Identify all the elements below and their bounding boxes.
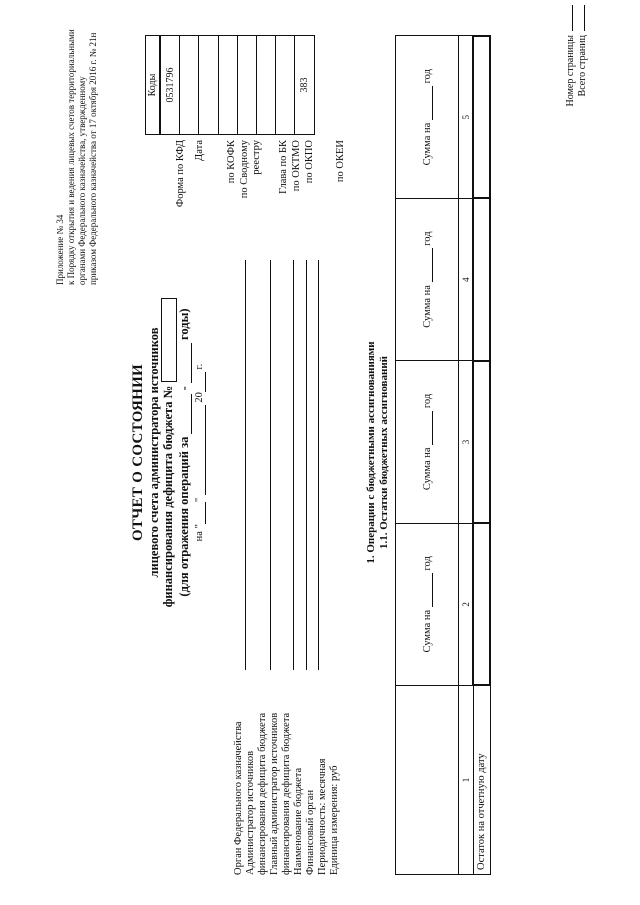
table-row <box>473 36 490 875</box>
balance-cell[interactable] <box>473 523 490 685</box>
period-suffix: годы) <box>177 308 192 340</box>
code-okpo-value[interactable] <box>276 36 295 135</box>
period-line: (для отражения операций за - годы) <box>177 308 192 597</box>
appendix-line: органами Федерального казначейства, утвержденному <box>77 76 87 285</box>
req-line: Главный администратор источников <box>269 712 280 875</box>
req-line: финансирования дефицита бюджета <box>257 712 268 875</box>
sum-suffix: год <box>421 69 433 84</box>
column-number: 5 <box>459 36 474 198</box>
report-title-block <box>130 0 206 905</box>
req-line: Орган Федерального казначейства <box>233 721 244 875</box>
column-number: 1 <box>459 686 474 875</box>
report-title: ОТЧЕТ О СОСТОЯНИИ <box>130 363 146 542</box>
report-subtitle: лицевого счета администратора источников <box>147 327 161 578</box>
budget-number-label: финансирования дефицита бюджета № <box>161 385 175 608</box>
label-okei: по ОКЕИ <box>335 140 346 183</box>
column-number: 2 <box>459 523 474 685</box>
date-year-suffix: г. <box>194 363 206 370</box>
sum-suffix: год <box>421 393 433 409</box>
req-fill-line[interactable] <box>293 260 294 670</box>
code-oktmo-value[interactable] <box>256 36 275 135</box>
page-number-label: Номер страницы <box>565 35 576 107</box>
page-number-field[interactable] <box>572 5 573 31</box>
table-number-row <box>459 36 474 875</box>
label-glava-bk: Глава по БК <box>278 140 289 194</box>
req-fill-line[interactable] <box>318 260 319 670</box>
balance-cell[interactable] <box>473 361 490 523</box>
req-line: Администратор источников <box>245 750 256 875</box>
table-header-cell <box>396 686 459 875</box>
sum-prefix: Сумма на <box>421 447 433 491</box>
req-line: Единица измерения: руб <box>329 765 340 875</box>
period-from-field[interactable] <box>191 394 192 434</box>
code-okei-value[interactable]: 383 <box>295 36 314 135</box>
page-number-line <box>565 5 577 145</box>
year-field[interactable] <box>432 411 433 445</box>
table-header-cell <box>396 523 459 685</box>
table-header-cell <box>396 361 459 523</box>
appendix-line: Приложение № 34 <box>55 214 65 285</box>
date-year-field[interactable] <box>205 372 206 392</box>
section-subtitle: 1.1. Остатки бюджетных ассигнований <box>378 355 390 550</box>
label-svod-1: по Сводному <box>239 140 250 199</box>
req-fill-line[interactable] <box>306 260 307 670</box>
table-header-cell <box>396 198 459 360</box>
requisites-list <box>233 685 341 875</box>
label-okpo: по ОКПО <box>304 140 315 184</box>
req-line: Финансовый орган <box>305 789 316 875</box>
label-kofk: по КОФК <box>226 140 237 184</box>
column-number: 4 <box>459 198 474 360</box>
total-pages-line <box>577 5 589 145</box>
budget-number-line <box>161 0 177 905</box>
code-okud-value[interactable]: 0531796 <box>160 36 180 135</box>
budget-number-box[interactable] <box>161 298 177 382</box>
year-field[interactable] <box>432 248 433 282</box>
code-glava-value[interactable] <box>237 36 256 135</box>
sum-suffix: год <box>421 556 433 571</box>
sum-prefix: Сумма на <box>421 122 433 166</box>
sum-suffix: год <box>421 231 433 246</box>
sum-prefix: Сумма на <box>421 285 433 328</box>
label-date: Дата <box>194 140 205 161</box>
code-svod-value[interactable] <box>218 36 237 135</box>
req-line: Периодичность: месячная <box>317 758 328 875</box>
report-date-line <box>194 0 206 905</box>
codes-header: Коды <box>146 36 161 135</box>
balances-table <box>395 35 491 875</box>
date-prefix: на " <box>194 524 206 542</box>
table-header-cell <box>396 36 459 198</box>
label-svod-2: реестру <box>251 140 262 175</box>
page-counter <box>565 5 589 145</box>
sum-prefix: Сумма на <box>421 609 433 653</box>
period-to-field[interactable] <box>191 343 192 383</box>
section-title: 1. Операции с бюджетными ассигнованиями <box>365 341 377 564</box>
label-oktmo: по ОКТМО <box>291 140 302 192</box>
total-pages-label: Всего страниц <box>577 35 588 97</box>
column-number: 3 <box>459 361 474 523</box>
period-prefix: (для отражения операций за <box>177 436 192 597</box>
table-header-row <box>396 36 459 875</box>
balance-cell[interactable] <box>473 36 490 198</box>
row-label: Остаток на отчетную дату <box>473 686 490 875</box>
section-heading <box>365 0 391 905</box>
date-day-field[interactable] <box>205 502 206 524</box>
appendix-note <box>55 5 99 285</box>
date-year-prefix: 20 <box>194 392 206 403</box>
label-form-kfd: Форма по КФД <box>175 140 186 208</box>
date-month-field[interactable] <box>205 405 206 495</box>
year-field[interactable] <box>432 86 433 120</box>
date-quote: " <box>194 497 206 503</box>
balance-cell[interactable] <box>473 198 490 360</box>
appendix-line: к Порядку открытия и ведения лицевых счетов территориальными <box>66 29 76 285</box>
req-fill-line[interactable] <box>270 260 271 670</box>
appendix-line: приказом Федерального казначейства от 17 октября 2016 г. № 21н <box>88 32 98 285</box>
total-pages-field[interactable] <box>584 5 585 31</box>
year-field[interactable] <box>432 573 433 607</box>
req-line: Наименование бюджета <box>293 767 304 875</box>
req-fill-line[interactable] <box>245 260 246 670</box>
req-line: финансирования дефицита бюджета <box>281 712 292 875</box>
